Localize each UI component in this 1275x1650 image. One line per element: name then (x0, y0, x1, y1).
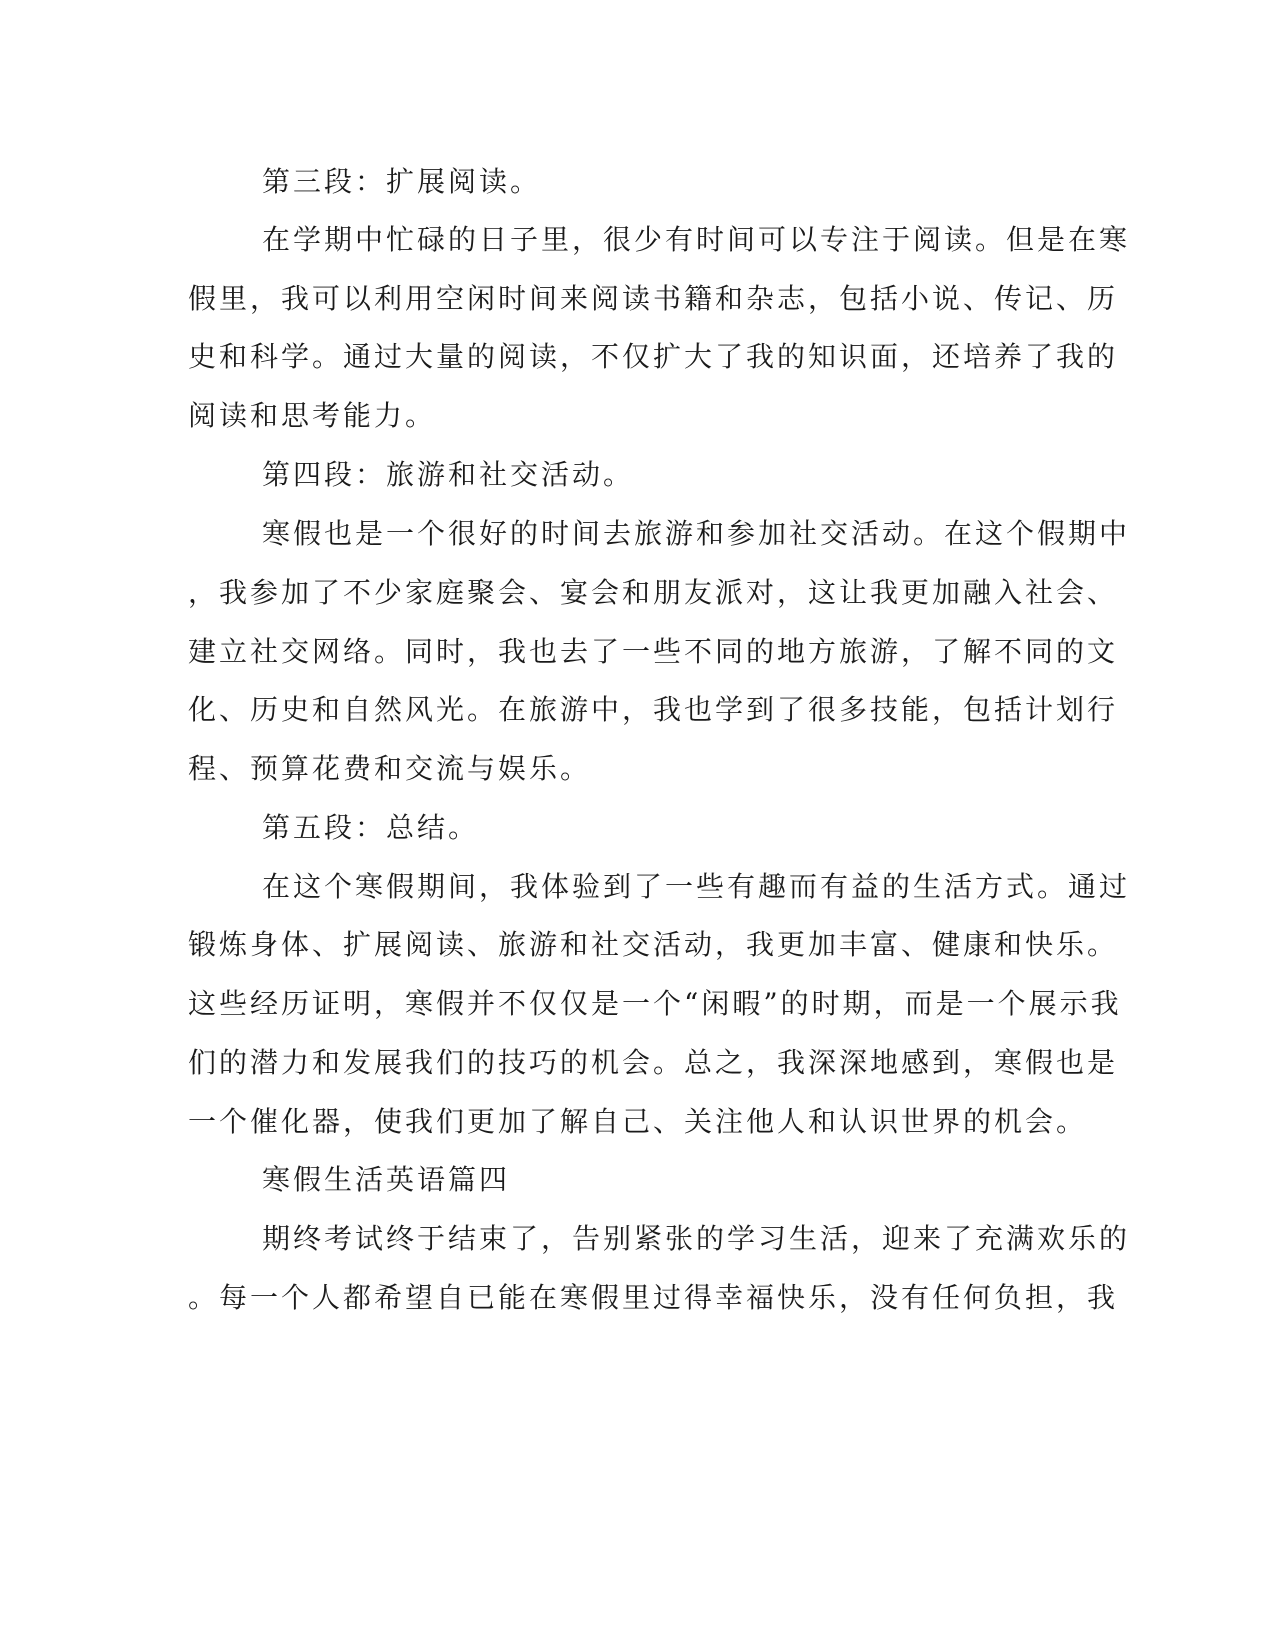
paragraph-line: 阅读和思考能力。 (188, 399, 437, 432)
paragraph-line: 史和科学。通过大量的阅读，不仅扩大了我的知识面，还培养了我的 (188, 340, 1119, 373)
section-heading-4: 第四段：旅游和社交活动。 (262, 458, 635, 491)
section-heading-3: 第三段：扩展阅读。 (262, 165, 542, 198)
paragraph-line: 程、预算花费和交流与娱乐。 (188, 752, 592, 785)
article-title: 寒假生活英语篇四 (262, 1163, 511, 1196)
section-heading-5: 第五段：总结。 (262, 811, 480, 844)
paragraph-line: 锻炼身体、扩展阅读、旅游和社交活动，我更加丰富、健康和快乐。 (188, 928, 1119, 961)
paragraph-line: 建立社交网络。同时，我也去了一些不同的地方旅游，了解不同的文 (188, 635, 1119, 668)
paragraph-line: 期终考试终于结束了，告别紧张的学习生活，迎来了充满欢乐的 (262, 1222, 1131, 1255)
paragraph-line: 。每一个人都希望自已能在寒假里过得幸福快乐，没有任何负担，我 (188, 1281, 1119, 1314)
paragraph-line: 寒假也是一个很好的时间去旅游和参加社交活动。在这个假期中 (262, 517, 1131, 550)
paragraph-line: 这些经历证明，寒假并不仅仅是一个“闲暇”的时期，而是一个展示我 (188, 987, 1122, 1020)
paragraph-line: ，我参加了不少家庭聚会、宴会和朋友派对，这让我更加融入社会、 (188, 576, 1119, 609)
paragraph-line: 化、历史和自然风光。在旅游中，我也学到了很多技能，包括计划行 (188, 693, 1119, 726)
paragraph-line: 在学期中忙碌的日子里，很少有时间可以专注于阅读。但是在寒 (262, 223, 1131, 256)
paragraph-line: 一个催化器，使我们更加了解自己、关注他人和认识世界的机会。 (188, 1105, 1088, 1138)
paragraph-line: 们的潜力和发展我们的技巧的机会。总之，我深深地感到，寒假也是 (188, 1046, 1119, 1079)
paragraph-line: 假里，我可以利用空闲时间来阅读书籍和杂志，包括小说、传记、历 (188, 282, 1119, 315)
paragraph-line: 在这个寒假期间，我体验到了一些有趣而有益的生活方式。通过 (262, 870, 1131, 903)
